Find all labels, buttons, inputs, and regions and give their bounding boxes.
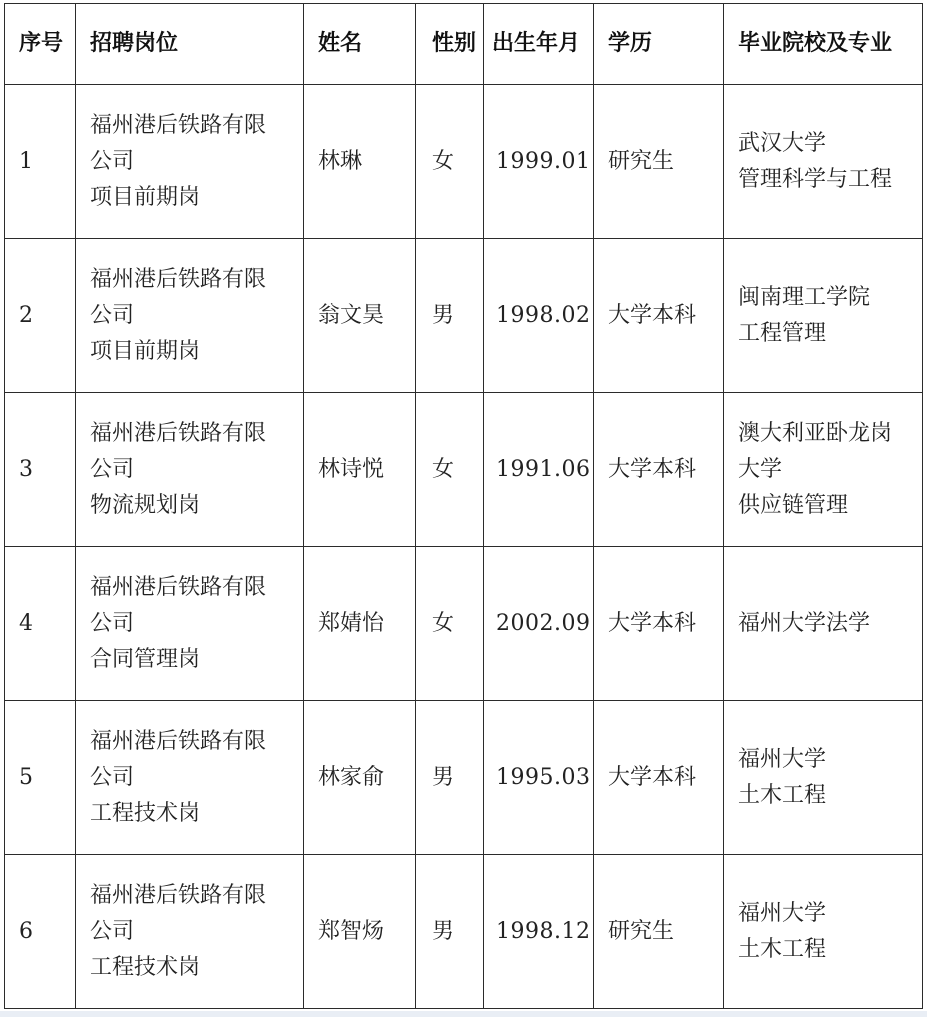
cell-name: 林家俞 bbox=[304, 701, 416, 855]
school-major-line: 土木工程 bbox=[738, 936, 827, 962]
cell-birth: 1998.02 bbox=[484, 239, 594, 393]
cell-education: 研究生 bbox=[594, 855, 724, 1009]
cell-position bbox=[76, 547, 304, 701]
school-major-line: 工程管理 bbox=[738, 320, 827, 346]
position-line: 项目前期岗 bbox=[90, 184, 201, 210]
position-line: 工程技术岗 bbox=[90, 800, 201, 826]
cell-education: 大学本科 bbox=[594, 547, 724, 701]
cell-education: 大学本科 bbox=[594, 701, 724, 855]
cell-gender: 男 bbox=[416, 855, 484, 1009]
school-major-line: 澳大利亚卧龙岗 bbox=[738, 420, 893, 446]
position-line: 公司 bbox=[90, 918, 135, 944]
school-major-line: 闽南理工学院 bbox=[738, 284, 871, 310]
table-row-5 bbox=[5, 701, 923, 855]
cell-birth: 1995.03 bbox=[484, 701, 594, 855]
cell-name: 林诗悦 bbox=[304, 393, 416, 547]
cell-school-major bbox=[724, 547, 923, 701]
position-line: 福州港后铁路有限 bbox=[90, 266, 267, 292]
school-major-line: 福州大学 bbox=[738, 746, 827, 772]
cell-name: 郑智炀 bbox=[304, 855, 416, 1009]
cell-school-major bbox=[724, 239, 923, 393]
header-row bbox=[5, 4, 923, 85]
cell-seq: 1 bbox=[5, 85, 76, 239]
cell-education: 研究生 bbox=[594, 85, 724, 239]
cell-birth: 1998.12 bbox=[484, 855, 594, 1009]
position-line: 福州港后铁路有限 bbox=[90, 882, 267, 908]
header-birth: 出生年月 bbox=[484, 4, 594, 85]
cell-seq: 6 bbox=[5, 855, 76, 1009]
position-line: 项目前期岗 bbox=[90, 338, 201, 364]
cell-seq: 2 bbox=[5, 239, 76, 393]
table-row-3 bbox=[5, 393, 923, 547]
school-major-line: 福州大学 bbox=[738, 900, 827, 926]
cell-position bbox=[76, 393, 304, 547]
table-body bbox=[5, 85, 923, 1009]
recruitment-roster-table bbox=[4, 3, 923, 1009]
position-line: 工程技术岗 bbox=[90, 954, 201, 980]
position-line: 公司 bbox=[90, 456, 135, 482]
school-major-line: 供应链管理 bbox=[738, 492, 849, 518]
position-line: 福州港后铁路有限 bbox=[90, 728, 267, 754]
position-line: 物流规划岗 bbox=[90, 492, 201, 518]
cell-birth: 1991.06 bbox=[484, 393, 594, 547]
table-row-2 bbox=[5, 239, 923, 393]
header-seq: 序号 bbox=[5, 4, 76, 85]
cell-birth: 1999.01 bbox=[484, 85, 594, 239]
cell-school-major bbox=[724, 701, 923, 855]
position-line: 福州港后铁路有限 bbox=[90, 112, 267, 138]
position-line: 公司 bbox=[90, 764, 135, 790]
page-bottom-divider bbox=[0, 1011, 927, 1017]
cell-gender: 女 bbox=[416, 393, 484, 547]
cell-birth: 2002.09 bbox=[484, 547, 594, 701]
cell-position bbox=[76, 239, 304, 393]
table-row-6 bbox=[5, 855, 923, 1009]
header-gender: 性别 bbox=[416, 4, 484, 85]
cell-name: 翁文昊 bbox=[304, 239, 416, 393]
cell-school-major bbox=[724, 855, 923, 1009]
cell-position bbox=[76, 855, 304, 1009]
cell-name: 林琳 bbox=[304, 85, 416, 239]
position-line: 福州港后铁路有限 bbox=[90, 574, 267, 600]
table-header bbox=[5, 4, 923, 85]
header-education: 学历 bbox=[594, 4, 724, 85]
school-major-line: 大学 bbox=[738, 456, 783, 482]
cell-gender: 女 bbox=[416, 85, 484, 239]
cell-gender: 男 bbox=[416, 239, 484, 393]
cell-position bbox=[76, 85, 304, 239]
cell-gender: 女 bbox=[416, 547, 484, 701]
cell-name: 郑婧怡 bbox=[304, 547, 416, 701]
cell-education: 大学本科 bbox=[594, 393, 724, 547]
position-line: 公司 bbox=[90, 302, 135, 328]
cell-position bbox=[76, 701, 304, 855]
table-row-4 bbox=[5, 547, 923, 701]
cell-seq: 3 bbox=[5, 393, 76, 547]
cell-seq: 4 bbox=[5, 547, 76, 701]
cell-education: 大学本科 bbox=[594, 239, 724, 393]
position-line: 福州港后铁路有限 bbox=[90, 420, 267, 446]
position-line: 合同管理岗 bbox=[90, 646, 201, 672]
cell-gender: 男 bbox=[416, 701, 484, 855]
school-major-line: 福州大学法学 bbox=[738, 610, 871, 636]
header-name: 姓名 bbox=[304, 4, 416, 85]
table-row-1 bbox=[5, 85, 923, 239]
header-school-major: 毕业院校及专业 bbox=[724, 4, 923, 85]
cell-seq: 5 bbox=[5, 701, 76, 855]
cell-school-major bbox=[724, 393, 923, 547]
header-position: 招聘岗位 bbox=[76, 4, 304, 85]
school-major-line: 武汉大学 bbox=[738, 130, 827, 156]
school-major-line: 管理科学与工程 bbox=[738, 166, 893, 192]
position-line: 公司 bbox=[90, 610, 135, 636]
school-major-line: 土木工程 bbox=[738, 782, 827, 808]
cell-school-major bbox=[724, 85, 923, 239]
position-line: 公司 bbox=[90, 148, 135, 174]
